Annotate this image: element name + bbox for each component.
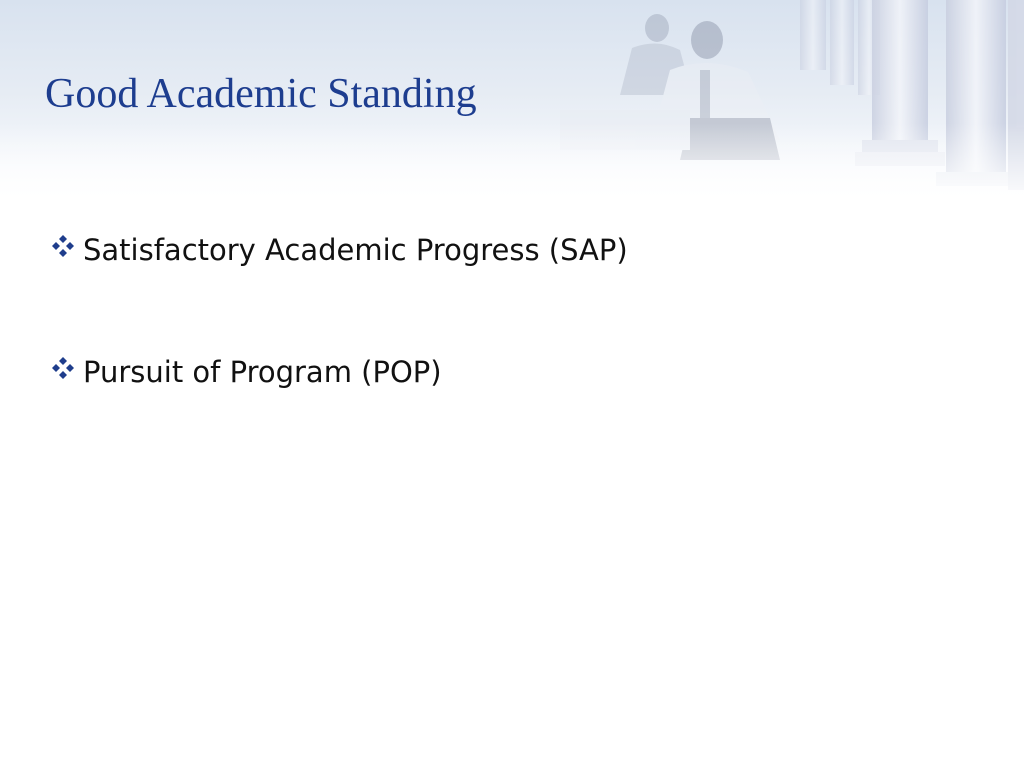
bullet-list	[48, 226, 628, 470]
slide-title: Good Academic Standing	[45, 71, 477, 117]
bullet-text: Satisfactory Academic Progress (SAP)	[83, 233, 628, 267]
diamond-cluster-bullet-icon	[48, 232, 78, 262]
diamond-cluster-bullet-icon	[48, 354, 78, 384]
bullet-text: Pursuit of Program (POP)	[83, 355, 442, 389]
bullet-item-sap	[48, 226, 628, 274]
bullet-item-pop	[48, 348, 628, 396]
